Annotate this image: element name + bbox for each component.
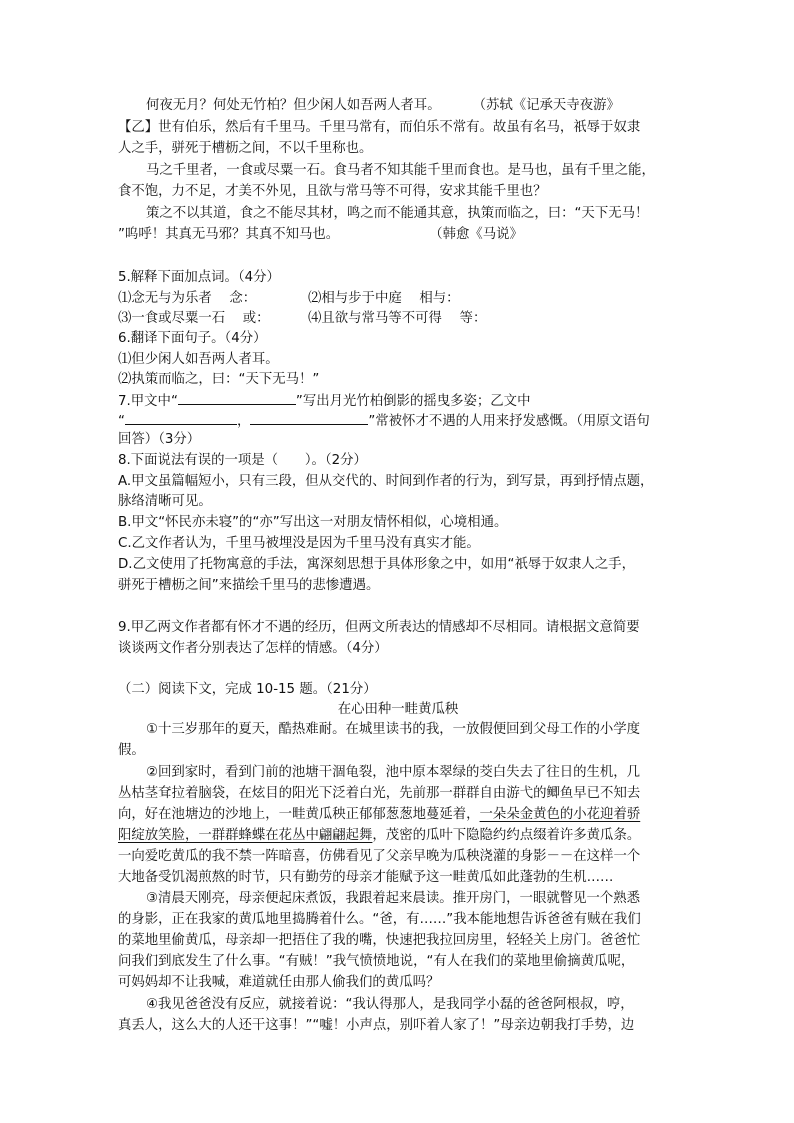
article-p3-line1: ③清晨天刚亮，母亲便起床煮饭，我跟着起来晨读。推开房门，一眼就瞥见一个熟悉 (146, 891, 641, 906)
article-title: 在心田种一畦黄瓜秧 (337, 702, 459, 717)
article-p3-line5: 可妈妈却不让我喊，难道就任由那人偷我们的黄瓜吗？ (118, 975, 440, 990)
answer-blank[interactable] (178, 390, 296, 405)
question-8-option-a-line1: A.甲文虽篇幅短小，只有三段，但从交代的、时间到作者的行为，到写景，再到抒情点题， (118, 474, 654, 489)
question-6-b: ⑵执策而临之，曰：“天下无马！” (118, 372, 320, 387)
article-p1-line1: ①十三岁那年的夏天，酷热难耐。在城里读书的我，一放假便回到父母工作的小学度 (146, 722, 641, 737)
answer-blank[interactable] (250, 410, 368, 425)
question-5-d: ⑷且欲与常马等不可得 等： (308, 311, 487, 326)
question-8-option-d-line2: 骈死于槽枥之间”来描绘千里马的悲惨遭遇。 (118, 578, 380, 593)
article-p2-line6: 大地备受饥渴煎熬的时节，只有勤劳的母亲才能赋予这一畦黄瓜如此蓬勃的生机…… (118, 870, 614, 885)
question-6-a: ⑴但少闲人如吾两人者耳。 (118, 352, 279, 367)
article-p2-line4: 阳绽放笑脸，一群群蜂蝶在花丛中翩翩起舞，茂密的瓜叶下隐隐约约点缀着许多黄瓜条。 (118, 828, 641, 843)
question-8-option-b: B.甲文“怀民亦未寝”的“亦”写出这一对朋友情怀相似，心境相通。 (118, 515, 508, 530)
passage-b-p3-line1: 策之不以其道，食之不能尽其材，鸣之而不能通其意，执策而临之，曰：“天下无马！ (146, 206, 649, 221)
question-7-line2: “ ， ”常被怀才不遇的人用来抒发感慨。（用原文语句 (118, 410, 650, 432)
article-p2-line5: 一向爱吃黄瓜的我不禁一阵暗喜，仿佛看见了父亲早晚为瓜秧浇灌的身影－－在这样一个 (118, 849, 641, 864)
article-p4-line1: ④我见爸爸没有反应，就接着说：“我认得那人，是我同学小磊的爸爸阿根叔，哼， (146, 997, 634, 1012)
question-6: 6.翻译下面句子。（4分） (118, 331, 267, 346)
question-9-line2: 谈谈两文作者分别表达了怎样的情感。（4分） (118, 641, 388, 656)
question-5-a: ⑴念无与为乐者 念： (118, 291, 257, 306)
passage-b-p1-line1: 【乙】世有伯乐，然后有千里马。千里马常有，而伯乐不常有。故虽有名马，祇辱于奴隶 (118, 120, 641, 135)
article-p4-line2: 真丢人，这么大的人还干这事！”“嘘！小声点，别吓着人家了！”母亲边朝我打手势，边 (118, 1018, 635, 1033)
question-5: 5.解释下面加点词。（4分） (118, 270, 280, 285)
article-p3-line4: 问我们到底发生了什么事。“有贼！”我气愤愤地说，“有人在我们的菜地里偷摘黄瓜呢， (118, 954, 635, 969)
question-5-c: ⑶一食或尽粟一石 或： (118, 311, 270, 326)
passage-b-p3-line2: ”呜呼！其真无马邪？其真不知马也。 （韩愈《马说》 (118, 227, 523, 242)
question-8-option-d-line1: D.乙文使用了托物寓意的手法，寓深刻思想于具体形象之中，如用“祇辱于奴隶人之手， (118, 557, 635, 572)
question-7-line1: 7.甲文中“ ”写出月光竹柏倒影的摇曳多姿；乙文中 (118, 390, 530, 412)
article-p3-line2: 的身影，正在我家的黄瓜地里捣腾着什么。“爸，有……”我本能地想告诉爸爸有贼在我们 (118, 912, 641, 927)
question-8-option-a-line2: 脉络清晰可见。 (118, 494, 212, 509)
article-p2-line2: 丛枯茎耷拉着脑袋，在炫目的阳光下泛着白光，先前那一群群自由游弋的鲫鱼早已不知去 (118, 786, 641, 801)
section-2-heading: （二）阅读下文，完成 10-15 题。（21分） (118, 682, 377, 697)
question-9-line1: 9.甲乙两文作者都有怀才不遇的经历，但两文所表达的情感却不尽相同。请根据文意简要 (118, 620, 640, 635)
article-p1-line2: 假。 (118, 743, 145, 758)
question-5-b: ⑵相与步于中庭 相与： (308, 291, 460, 306)
article-p2-line1: ②回到家时，看到门前的池塘干涸龟裂，池中原本翠绿的茭白失去了往日的生机，几 (146, 765, 641, 780)
underlined-sentence: 一朵朵金黄色的小花迎着骄 (479, 807, 641, 822)
question-8: 8.下面说法有误的一项是（ ）。（2分） (118, 453, 367, 468)
article-p3-line3: 的菜地里偷黄瓜，母亲却一把捂住了我的嘴，快速把我拉回房里，轻轻关上房门。爸爸忙 (118, 933, 641, 948)
question-7-line3: 回答）（3分） (118, 432, 201, 447)
passage-a-source: （苏轼《记承天寺夜游》 (472, 98, 620, 113)
question-8-option-c: C.乙文作者认为，千里马被埋没是因为千里马没有真实才能。 (118, 536, 480, 551)
passage-b-p2-line1: 马之千里者，一食或尽粟一石。食马者不知其能千里而食也。是马也，虽有千里之能， (146, 163, 655, 178)
underlined-sentence: 阳绽放笑脸，一群群蜂蝶在花丛中翩翩起舞 (118, 828, 373, 843)
article-p2-line3: 向，好在池塘边的沙地上，一畦黄瓜秧正郁郁葱葱地蔓延着，一朵朵金黄色的小花迎着骄 (118, 807, 641, 822)
passage-b-p1-line2: 人之手，骈死于槽枥之间，不以千里称也。 (118, 141, 373, 156)
passage-b-p2-line2: 食不饱，力不足，才美不外见，且欲与常马等不可得，安求其能千里也？ (118, 184, 547, 199)
passage-b-source: （韩愈《马说》 (429, 227, 523, 242)
answer-blank[interactable] (125, 410, 237, 425)
passage-a-last-line: 何夜无月？何处无竹柏？但少闲人如吾两人者耳。 （苏轼《记承天寺夜游》 (146, 98, 620, 113)
